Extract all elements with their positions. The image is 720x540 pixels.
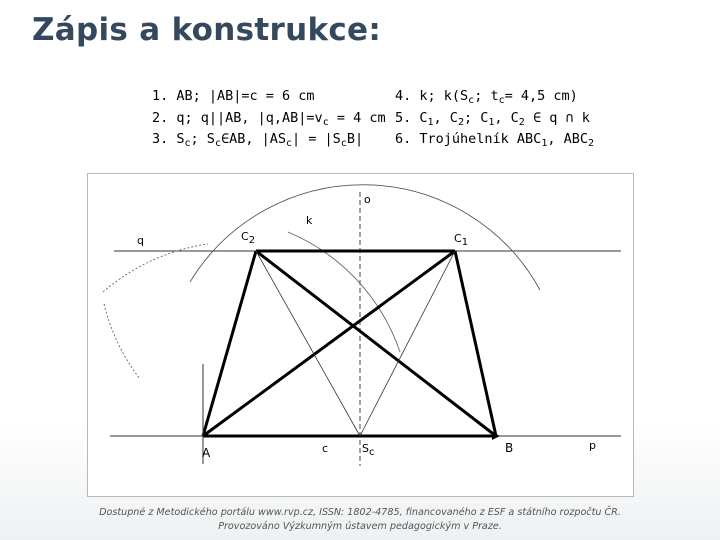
label-b: B — [505, 441, 514, 455]
slide-title: Zápis a konstrukce: — [32, 12, 382, 48]
label-o: o — [364, 193, 371, 206]
side-a-c1 — [203, 251, 455, 436]
step-1: 1. AB; |AB|=c = 6 cm — [152, 88, 315, 104]
construction-steps-right — [395, 86, 594, 151]
construction-figure — [87, 173, 634, 497]
label-c2: $C_2$ — [241, 230, 256, 246]
median-c2-sc — [256, 251, 360, 436]
step-2: 2. q; q||AB, $|q,AB|=v_c = 4$ cm — [152, 109, 386, 128]
label-p: p — [589, 439, 596, 452]
label-c1: $C_1$ — [454, 232, 469, 248]
construction-drawing — [88, 174, 633, 496]
label-k: k — [306, 214, 313, 227]
slide-footer — [0, 506, 720, 534]
label-c: c — [322, 442, 329, 455]
step-6: 6. Trojúhelník $ABC_1$, $ABC_2$ — [395, 131, 595, 149]
construction-steps-left — [152, 86, 386, 151]
label-q: q — [137, 234, 144, 247]
label-a: A — [202, 446, 211, 460]
construction-arc-from-b-lower — [104, 304, 140, 379]
step-3: 3. $S_c$; $S_c\in AB$, $|AS_c| = |S_cB|$ — [152, 131, 364, 149]
label-sc: $S_c$ — [362, 442, 375, 458]
step-5: 5. $C_1$, $C_2$; $C_1$, $C_2$ ∈ q ∩ k — [395, 109, 590, 128]
footer-line-2: Provozováno Výzkumným ústavem pedagogickým v Praze. — [218, 521, 502, 532]
side-a-c2 — [203, 251, 256, 436]
step-4: 4. k; $k(S_c$; $t_c= 4,5$ cm) — [395, 88, 578, 106]
footer-line-1: Dostupné z Metodického portálu www.rvp.cz, ISSN: 1802-4785, financovaného z ESF a státního rozpočtu ČR. — [99, 507, 621, 518]
